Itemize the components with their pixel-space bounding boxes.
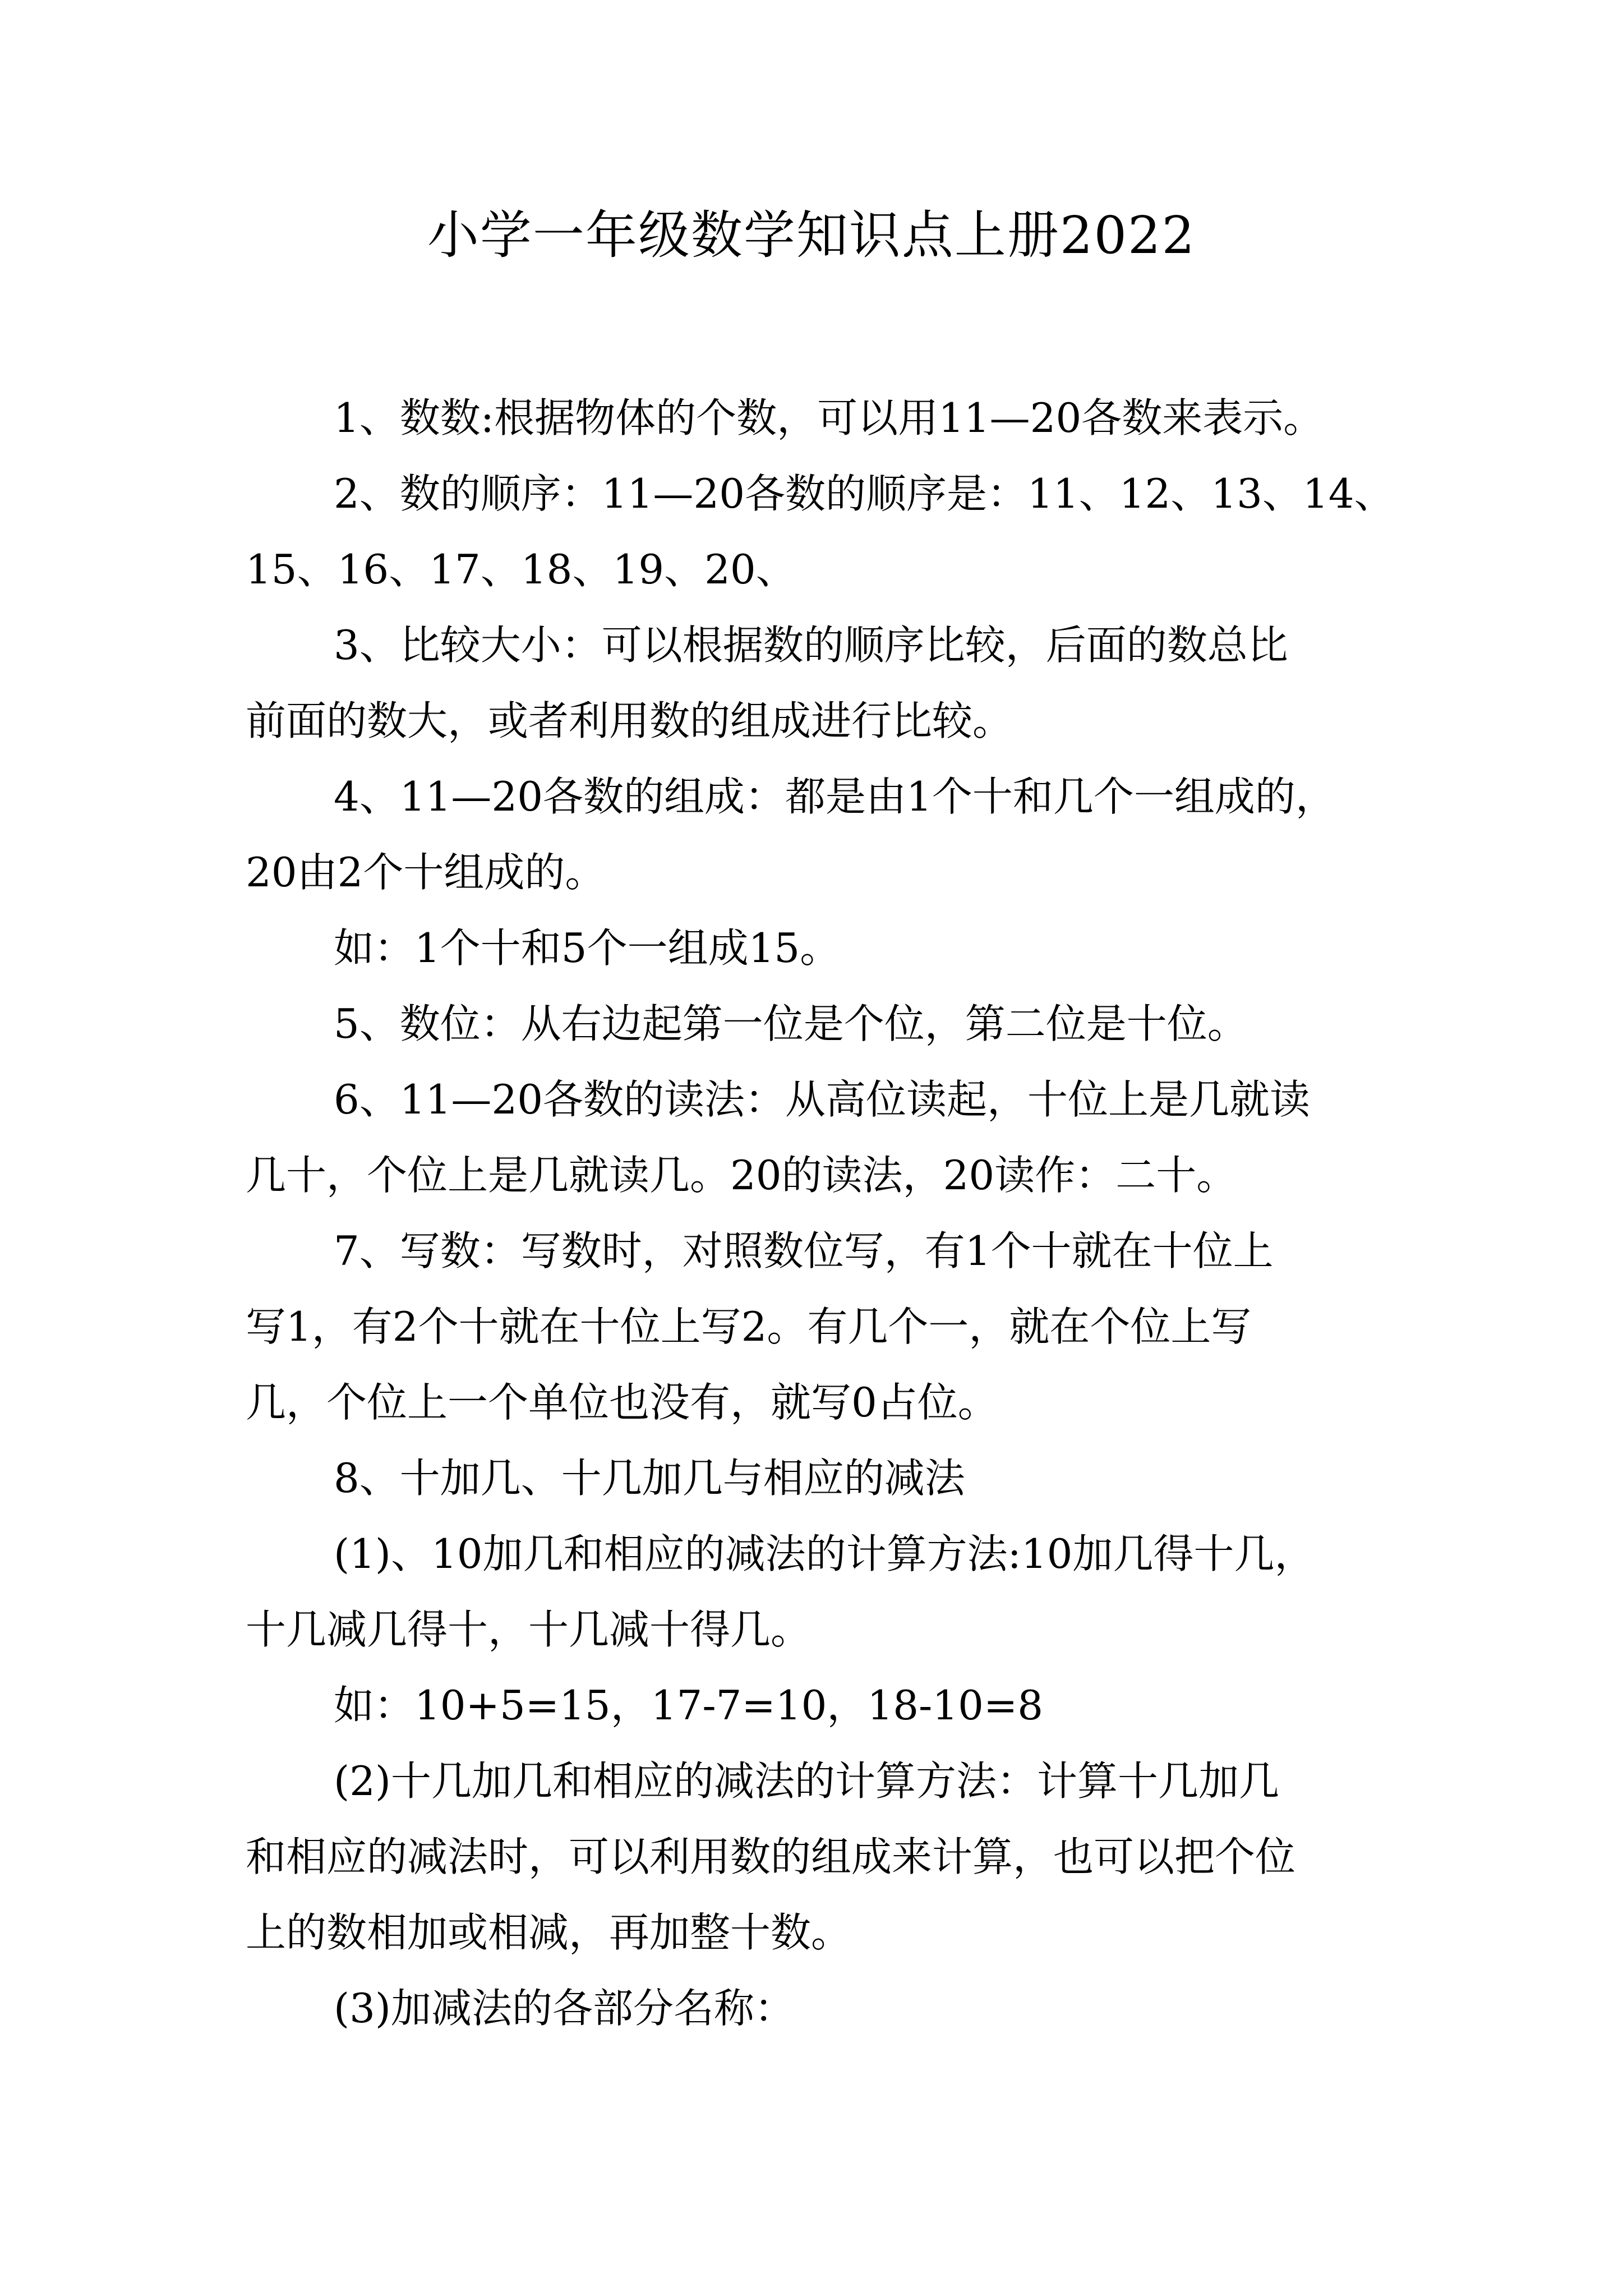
document-title: 小学一年级数学知识点上册2022 <box>427 205 1196 265</box>
paragraph-line: 7、写数：写数时，对照数位写，有1个十就在十位上 <box>334 1227 1274 1274</box>
paragraph-line: 写1，有2个十就在十位上写2。有几个一，就在个位上写 <box>246 1303 1252 1350</box>
paragraph-line: 5、数位：从右边起第一位是个位，第二位是十位。 <box>334 1000 1248 1047</box>
paragraph-line: 20由2个十组成的。 <box>246 849 606 896</box>
paragraph-line: 15、16、17、18、19、20、 <box>246 546 796 593</box>
paragraph-line: 几十，个位上是几就读几。20的读法，20读作：二十。 <box>246 1152 1237 1199</box>
paragraph-line: 如：10+5=15，17-7=10，18-10=8 <box>334 1682 1044 1729</box>
paragraph-line: (2)十几加几和相应的减法的计算方法：计算十几加几 <box>334 1757 1279 1805</box>
paragraph-line: 如：1个十和5个一组成15。 <box>334 924 841 972</box>
paragraph-line: 和相应的减法时，可以利用数的组成来计算，也可以把个位 <box>246 1833 1296 1880</box>
paragraph-line: 3、比较大小：可以根据数的顺序比较，后面的数总比 <box>334 622 1288 669</box>
paragraph-line: 6、11—20各数的读法：从高位读起，十位上是几就读 <box>334 1076 1311 1123</box>
paragraph-line: 8、十加几、十几加几与相应的减法 <box>334 1455 965 1502</box>
paragraph-line: 几，个位上一个单位也没有，就写0占位。 <box>246 1379 998 1426</box>
paragraph-line: 十几减几得十，十几减十得几。 <box>246 1606 811 1653</box>
paragraph-line: 4、11—20各数的组成：都是由1个十和几个一组成的， <box>334 773 1336 820</box>
paragraph-line: 1、数数:根据物体的个数，可以用11—20各数来表示。 <box>334 394 1324 441</box>
paragraph-line: 前面的数大，或者利用数的组成进行比较。 <box>246 697 1013 744</box>
paragraph-line: 上的数相加或相减，再加整十数。 <box>246 1909 852 1956</box>
paragraph-line: (1)、10加几和相应的减法的计算方法:10加几得十几， <box>334 1530 1315 1577</box>
paragraph-line: 2、数的顺序：11—20各数的顺序是：11、12、13、14、 <box>334 470 1395 517</box>
paragraph-line: (3)加减法的各部分名称： <box>334 1985 795 2032</box>
